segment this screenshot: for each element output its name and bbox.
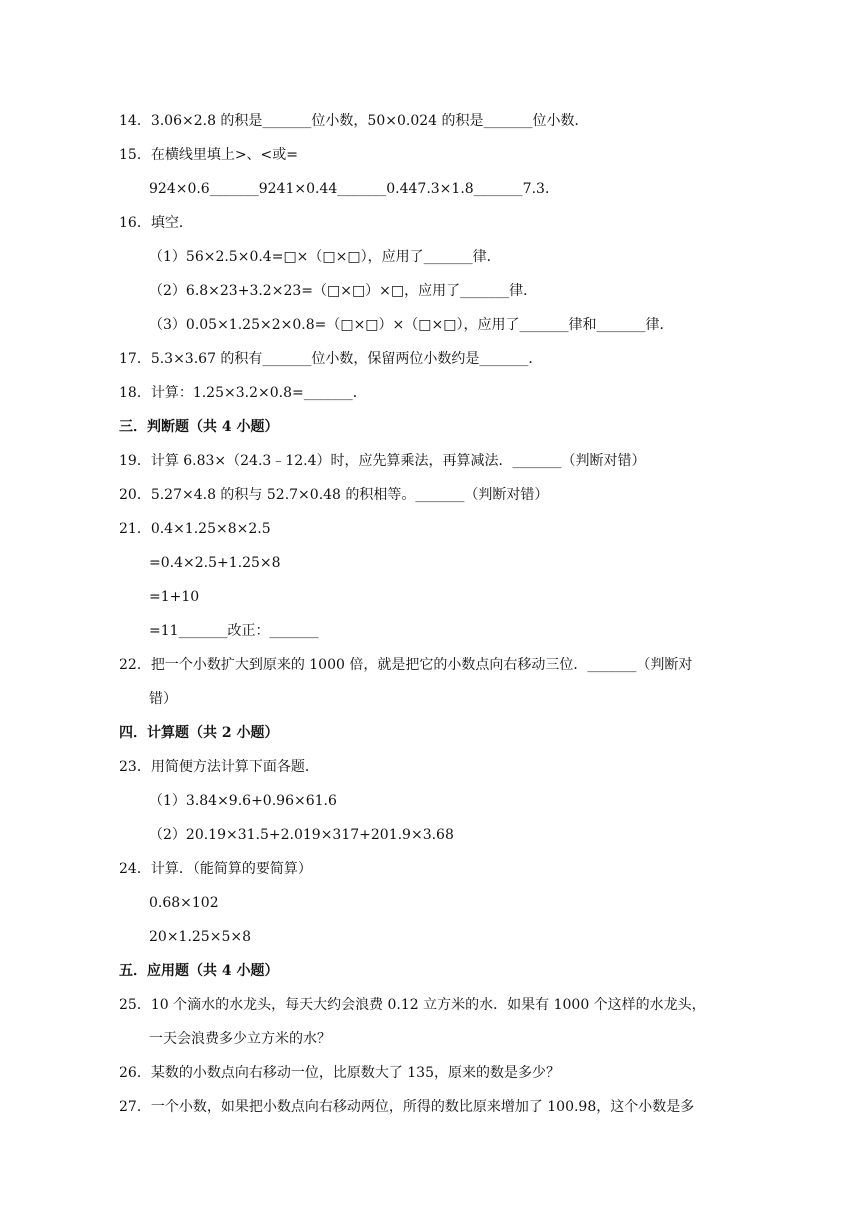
question-16: 16．填空． [119, 215, 193, 231]
question-21-step-2: =1+10 [149, 589, 200, 605]
question-21: 21．0.4×1.25×8×2.5 [119, 521, 271, 537]
question-23: 23．用简便方法计算下面各题． [119, 759, 319, 775]
question-24: 24．计算．（能简算的要简算） [119, 861, 312, 877]
question-16-part-2: （2）6.8×23+3.2×23=（□×□）×□，应用了_______律． [149, 283, 538, 299]
question-19: 19．计算 6.83×（24.3﹣12.4）时，应先算乘法，再算减法．_______（判断对错） [119, 453, 646, 469]
question-21-step-1: =0.4×2.5+1.25×8 [149, 555, 281, 571]
question-16-part-1: （1）56×2.5×0.4=□×（□×□），应用了_______律． [149, 249, 501, 265]
question-22-continued: 错） [149, 691, 177, 707]
question-23-part-1: （1）3.84×9.6+0.96×61.6 [149, 793, 337, 809]
question-26: 26．某数的小数点向右移动一位，比原数大了 135，原来的数是多少？ [119, 1065, 560, 1081]
question-14: 14．3.06×2.8 的积是_______位小数，50×0.024 的积是_______位小数． [119, 113, 589, 129]
question-25-continued: 一天会浪费多少立方米的水？ [149, 1031, 331, 1047]
question-23-part-2: （2）20.19×31.5+2.019×317+201.9×3.68 [149, 827, 454, 843]
question-27: 27．一个小数，如果把小数点向右移动两位，所得的数比原来增加了 100.98，这个小数是多 [119, 1099, 695, 1115]
question-24-item-1: 0.68×102 [149, 895, 219, 911]
question-17: 17．5.3×3.67 的积有_______位小数，保留两位小数约是_______． [119, 351, 543, 367]
question-21-step-3: =11_______改正：_______ [149, 623, 319, 639]
section-heading-calculation: 四．计算题（共 2 小题） [119, 725, 279, 741]
question-22: 22．把一个小数扩大到原来的 1000 倍，就是把它的小数点向右移动三位．_______（判断对 [119, 657, 693, 673]
section-heading-judgement: 三．判断题（共 4 小题） [119, 419, 279, 435]
section-heading-application: 五．应用题（共 4 小题） [119, 963, 279, 979]
question-18: 18．计算：1.25×3.2×0.8=_______． [119, 385, 367, 401]
question-24-item-2: 20×1.25×5×8 [149, 929, 251, 945]
question-20: 20．5.27×4.8 的积与 52.7×0.48 的积相等。_______（判断对错） [119, 487, 549, 503]
question-25: 25．10 个滴水的水龙头，每天大约会浪费 0.12 立方米的水．如果有 1000 个这样的水龙头， [119, 997, 706, 1013]
question-16-part-3: （3）0.05×1.25×2×0.8=（□×□）×（□×□），应用了_______律和_______律． [149, 317, 674, 333]
question-15-items: 924×0.6_______9241×0.44_______0.447.3×1.8_______7.3． [149, 181, 559, 197]
question-15: 15．在横线里填上>、<或= [119, 147, 299, 163]
